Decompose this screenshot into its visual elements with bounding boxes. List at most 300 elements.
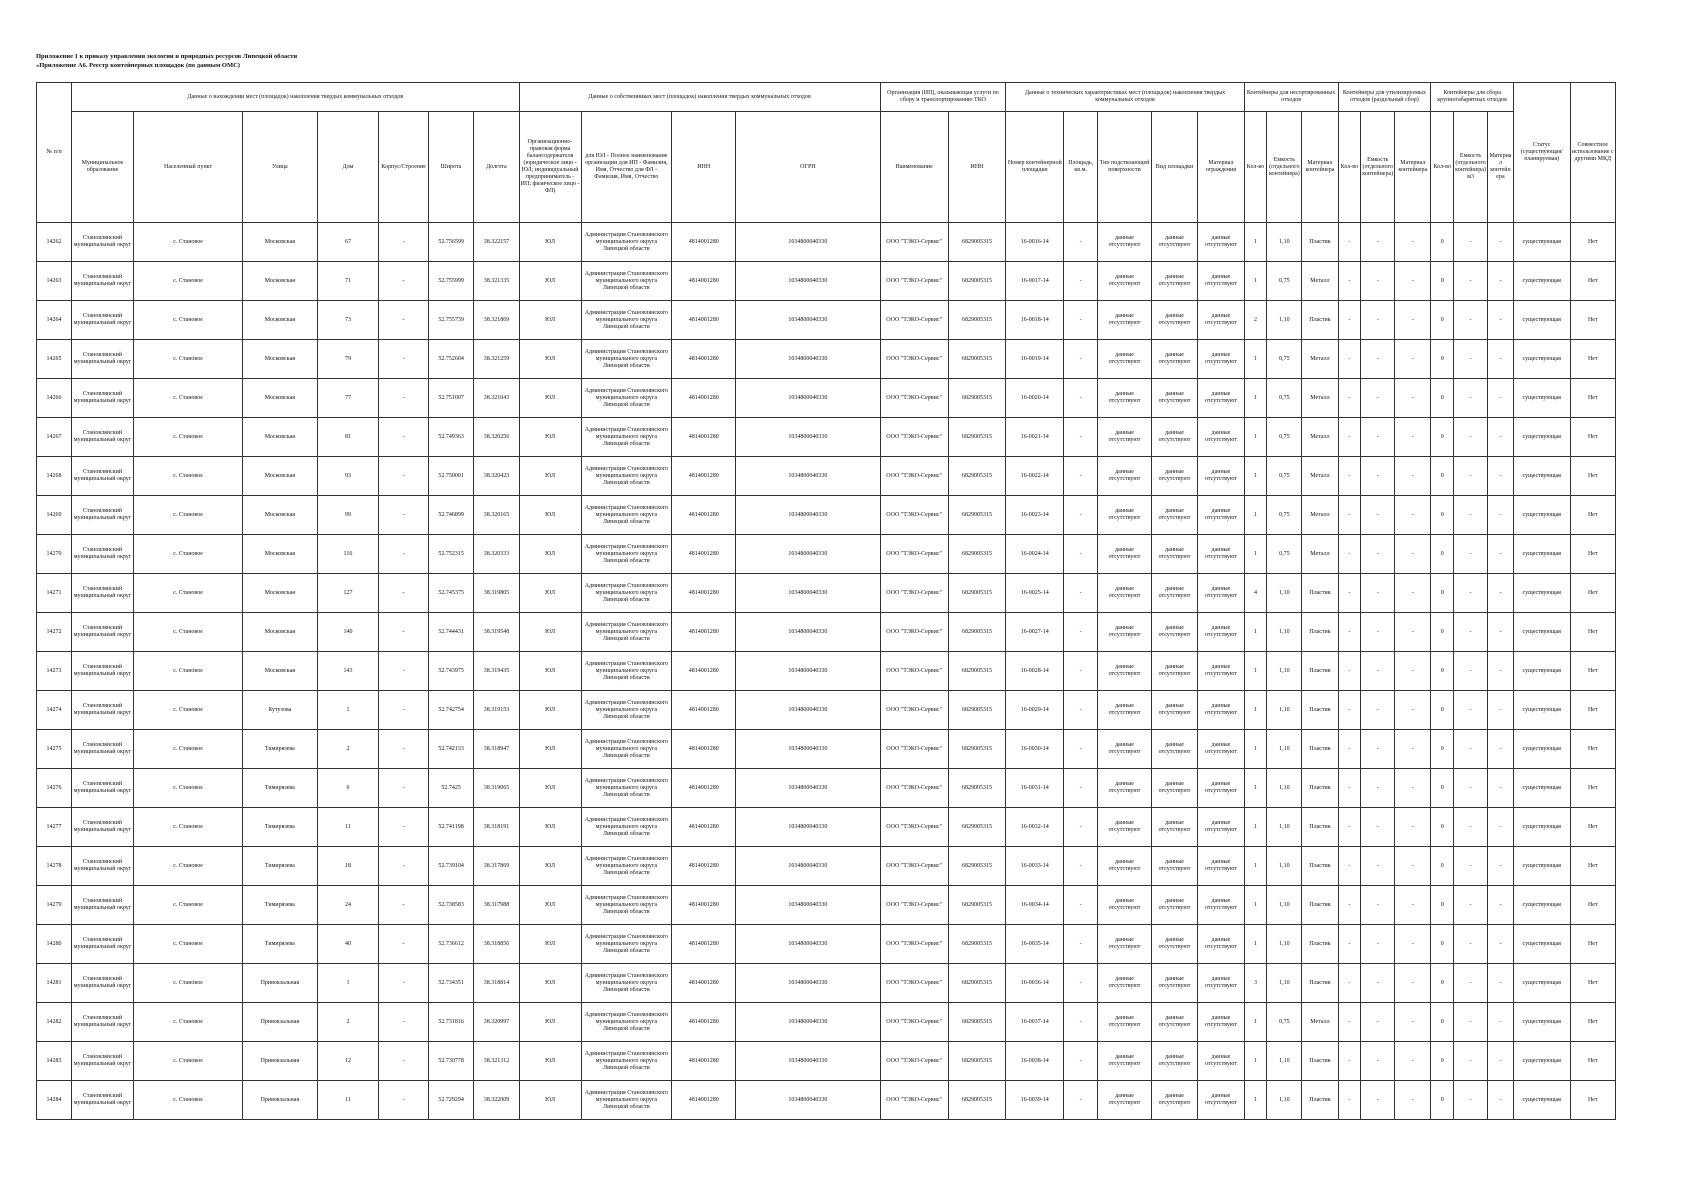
cell-latitude: 52.738583 <box>428 886 473 925</box>
cell-recycling-volume: - <box>1361 925 1395 964</box>
cell-row-number: 14262 <box>37 223 72 262</box>
cell-street: Привокзальная <box>243 964 317 1003</box>
cell-house: 73 <box>317 301 379 340</box>
table-row <box>37 1003 1616 1042</box>
cell-house: 93 <box>317 457 379 496</box>
cell-house: 12 <box>317 1042 379 1081</box>
cell-org-name: ООО "ТЭКО-Сервис" <box>880 535 948 574</box>
table-row <box>37 1081 1616 1120</box>
cell-owner-ogrn: 1034800040330 <box>736 1081 880 1120</box>
cell-building: - <box>379 1042 429 1081</box>
col-org-inn: ИНН <box>948 112 1006 223</box>
cell-surface: данные отсутствуют <box>1098 418 1152 457</box>
cell-recycling-qty: - <box>1338 535 1361 574</box>
cell-house: 1 <box>317 964 379 1003</box>
cell-owner-name: Администрация Становлянского муниципального округа Липецкой области <box>581 496 672 535</box>
table-row <box>37 691 1616 730</box>
cell-building: - <box>379 613 429 652</box>
cell-surface: данные отсутствуют <box>1098 340 1152 379</box>
cell-bulky-material: - <box>1488 496 1514 535</box>
cell-fence: данные отсутствуют <box>1198 808 1244 847</box>
cell-building: - <box>379 457 429 496</box>
cell-fence: данные отсутствуют <box>1198 691 1244 730</box>
cell-owner-inn: 4814001280 <box>672 496 736 535</box>
cell-org-inn: 6829005315 <box>948 574 1006 613</box>
cell-latitude: 52.746899 <box>428 496 473 535</box>
cell-recycling-volume: - <box>1361 340 1395 379</box>
cell-bulky-volume: - <box>1454 535 1488 574</box>
cell-org-name: ООО "ТЭКО-Сервис" <box>880 574 948 613</box>
cell-longitude: 38.320165 <box>474 496 519 535</box>
cell-recycling-material: - <box>1395 379 1431 418</box>
cell-site-number: 16-0030-14 <box>1006 730 1064 769</box>
cell-recycling-qty: - <box>1338 262 1361 301</box>
cell-surface: данные отсутствуют <box>1098 535 1152 574</box>
cell-owner-ogrn: 1034800040330 <box>736 613 880 652</box>
cell-unsorted-volume: 1,10 <box>1267 886 1302 925</box>
cell-site-number: 16-0036-14 <box>1006 964 1064 1003</box>
cell-surface: данные отсутствуют <box>1098 301 1152 340</box>
cell-owner-ogrn: 1034800040330 <box>736 262 880 301</box>
cell-owner-ogrn: 1034800040330 <box>736 1042 880 1081</box>
cell-site-type: данные отсутствуют <box>1151 379 1197 418</box>
cell-surface: данные отсутствуют <box>1098 808 1152 847</box>
cell-bulky-qty: 0 <box>1431 964 1454 1003</box>
cell-site-type: данные отсутствуют <box>1151 496 1197 535</box>
cell-row-number: 14281 <box>37 964 72 1003</box>
cell-latitude: 52.743975 <box>428 652 473 691</box>
cell-owner-ogrn: 1034800040330 <box>736 886 880 925</box>
cell-owner-inn: 4814001280 <box>672 769 736 808</box>
cell-recycling-volume: - <box>1361 1003 1395 1042</box>
cell-owner-ogrn: 1034800040330 <box>736 457 880 496</box>
cell-area: - <box>1064 574 1098 613</box>
cell-latitude: 52.742754 <box>428 691 473 730</box>
cell-recycling-qty: - <box>1338 379 1361 418</box>
cell-recycling-material: - <box>1395 301 1431 340</box>
cell-unsorted-material: Пластик <box>1302 691 1338 730</box>
cell-latitude: 52.7425 <box>428 769 473 808</box>
cell-owner-inn: 4814001280 <box>672 964 736 1003</box>
cell-org-inn: 6829005315 <box>948 457 1006 496</box>
cell-org-inn: 6829005315 <box>948 418 1006 457</box>
cell-recycling-qty: - <box>1338 652 1361 691</box>
cell-org-name: ООО "ТЭКО-Сервис" <box>880 496 948 535</box>
cell-site-number: 16-0016-14 <box>1006 223 1064 262</box>
cell-area: - <box>1064 1003 1098 1042</box>
cell-street: Привокзальная <box>243 1042 317 1081</box>
cell-building: - <box>379 964 429 1003</box>
cell-row-number: 14280 <box>37 925 72 964</box>
col-status: Статус (существующая/ планируемая) <box>1513 83 1570 223</box>
cell-legal-form: ЮЛ <box>519 574 581 613</box>
cell-owner-inn: 4814001280 <box>672 1042 736 1081</box>
cell-bulky-material: - <box>1488 340 1514 379</box>
cell-status: существующая <box>1513 730 1570 769</box>
cell-municipality: Становлянский муниципальный округ <box>72 925 134 964</box>
col-bulky-material: Материал контейнера <box>1488 112 1514 223</box>
cell-site-type: данные отсутствуют <box>1151 340 1197 379</box>
cell-surface: данные отсутствуют <box>1098 1081 1152 1120</box>
cell-site-number: 16-0028-14 <box>1006 652 1064 691</box>
cell-unsorted-qty: 1 <box>1244 847 1267 886</box>
cell-org-inn: 6829005315 <box>948 1081 1006 1120</box>
cell-recycling-volume: - <box>1361 808 1395 847</box>
cell-municipality: Становлянский муниципальный округ <box>72 379 134 418</box>
table-row <box>37 379 1616 418</box>
table-row <box>37 964 1616 1003</box>
cell-latitude: 52.756599 <box>428 223 473 262</box>
cell-shared: Нет <box>1570 535 1615 574</box>
cell-bulky-volume: - <box>1454 730 1488 769</box>
cell-owner-inn: 4814001280 <box>672 613 736 652</box>
cell-recycling-material: - <box>1395 847 1431 886</box>
cell-org-name: ООО "ТЭКО-Сервис" <box>880 730 948 769</box>
cell-owner-ogrn: 1034800040330 <box>736 808 880 847</box>
cell-fence: данные отсутствуют <box>1198 457 1244 496</box>
cell-street: Тимирязева <box>243 730 317 769</box>
cell-org-name: ООО "ТЭКО-Сервис" <box>880 340 948 379</box>
cell-unsorted-qty: 1 <box>1244 886 1267 925</box>
cell-settlement: с. Становое <box>133 886 242 925</box>
cell-settlement: с. Становое <box>133 1081 242 1120</box>
cell-owner-ogrn: 1034800040330 <box>736 223 880 262</box>
cell-owner-ogrn: 1034800040330 <box>736 1003 880 1042</box>
cell-recycling-qty: - <box>1338 301 1361 340</box>
cell-bulky-qty: 0 <box>1431 379 1454 418</box>
cell-site-number: 16-0035-14 <box>1006 925 1064 964</box>
cell-house: 71 <box>317 262 379 301</box>
cell-fence: данные отсутствуют <box>1198 301 1244 340</box>
col-recycling-material: Материал контейнера <box>1395 112 1431 223</box>
cell-org-name: ООО "ТЭКО-Сервис" <box>880 418 948 457</box>
col-longitude: Долгота <box>474 112 519 223</box>
cell-site-type: данные отсутствуют <box>1151 886 1197 925</box>
cell-house: 67 <box>317 223 379 262</box>
cell-recycling-material: - <box>1395 340 1431 379</box>
cell-unsorted-qty: 1 <box>1244 652 1267 691</box>
cell-org-inn: 6829005315 <box>948 223 1006 262</box>
cell-owner-ogrn: 1034800040330 <box>736 652 880 691</box>
cell-area: - <box>1064 925 1098 964</box>
table-body <box>37 223 1616 1120</box>
cell-recycling-volume: - <box>1361 730 1395 769</box>
cell-legal-form: ЮЛ <box>519 262 581 301</box>
cell-org-inn: 6829005315 <box>948 535 1006 574</box>
cell-status: существующая <box>1513 613 1570 652</box>
cell-org-name: ООО "ТЭКО-Сервис" <box>880 301 948 340</box>
cell-house: 140 <box>317 613 379 652</box>
cell-settlement: с. Становое <box>133 535 242 574</box>
cell-unsorted-material: Металл <box>1302 262 1338 301</box>
cell-recycling-material: - <box>1395 1003 1431 1042</box>
cell-fence: данные отсутствуют <box>1198 925 1244 964</box>
cell-shared: Нет <box>1570 847 1615 886</box>
cell-shared: Нет <box>1570 613 1615 652</box>
cell-site-number: 16-0025-14 <box>1006 574 1064 613</box>
cell-bulky-material: - <box>1488 262 1514 301</box>
cell-surface: данные отсутствуют <box>1098 1003 1152 1042</box>
cell-site-type: данные отсутствуют <box>1151 418 1197 457</box>
cell-street: Кутузова <box>243 691 317 730</box>
cell-building: - <box>379 808 429 847</box>
cell-recycling-material: - <box>1395 691 1431 730</box>
cell-house: 18 <box>317 847 379 886</box>
cell-unsorted-qty: 1 <box>1244 340 1267 379</box>
cell-legal-form: ЮЛ <box>519 925 581 964</box>
cell-org-name: ООО "ТЭКО-Сервис" <box>880 613 948 652</box>
cell-latitude: 52.749363 <box>428 418 473 457</box>
cell-owner-name: Администрация Становлянского муниципального округа Липецкой области <box>581 847 672 886</box>
cell-owner-ogrn: 1034800040330 <box>736 925 880 964</box>
cell-fence: данные отсутствуют <box>1198 964 1244 1003</box>
cell-org-name: ООО "ТЭКО-Сервис" <box>880 964 948 1003</box>
cell-settlement: с. Становое <box>133 223 242 262</box>
cell-org-name: ООО "ТЭКО-Сервис" <box>880 691 948 730</box>
cell-surface: данные отсутствуют <box>1098 691 1152 730</box>
cell-status: существующая <box>1513 301 1570 340</box>
cell-org-inn: 6829005315 <box>948 379 1006 418</box>
cell-bulky-volume: - <box>1454 847 1488 886</box>
cell-owner-name: Администрация Становлянского муниципального округа Липецкой области <box>581 1042 672 1081</box>
cell-recycling-material: - <box>1395 769 1431 808</box>
cell-settlement: с. Становое <box>133 1042 242 1081</box>
cell-owner-inn: 4814001280 <box>672 301 736 340</box>
cell-bulky-qty: 0 <box>1431 1042 1454 1081</box>
cell-unsorted-material: Металл <box>1302 535 1338 574</box>
cell-recycling-qty: - <box>1338 730 1361 769</box>
cell-owner-name: Администрация Становлянского муниципального округа Липецкой области <box>581 730 672 769</box>
cell-street: Московская <box>243 457 317 496</box>
cell-unsorted-qty: 1 <box>1244 613 1267 652</box>
col-org-name: Наименование <box>880 112 948 223</box>
cell-legal-form: ЮЛ <box>519 730 581 769</box>
cell-status: существующая <box>1513 457 1570 496</box>
cell-bulky-qty: 0 <box>1431 574 1454 613</box>
col-area: Площадь, кв.м. <box>1064 112 1098 223</box>
cell-row-number: 14277 <box>37 808 72 847</box>
cell-row-number: 14267 <box>37 418 72 457</box>
cell-surface: данные отсутствуют <box>1098 574 1152 613</box>
cell-house: 40 <box>317 925 379 964</box>
cell-unsorted-material: Металл <box>1302 496 1338 535</box>
cell-site-number: 16-0024-14 <box>1006 535 1064 574</box>
col-unsorted-volume: Емкость (отдельного контейнера) <box>1267 112 1302 223</box>
cell-legal-form: ЮЛ <box>519 652 581 691</box>
cell-bulky-material: - <box>1488 886 1514 925</box>
cell-area: - <box>1064 847 1098 886</box>
cell-row-number: 14273 <box>37 652 72 691</box>
cell-org-name: ООО "ТЭКО-Сервис" <box>880 262 948 301</box>
cell-unsorted-qty: 1 <box>1244 808 1267 847</box>
cell-site-number: 16-0039-14 <box>1006 1081 1064 1120</box>
cell-owner-name: Администрация Становлянского муниципального округа Липецкой области <box>581 262 672 301</box>
cell-fence: данные отсутствуют <box>1198 223 1244 262</box>
cell-surface: данные отсутствуют <box>1098 223 1152 262</box>
cell-unsorted-material: Пластик <box>1302 925 1338 964</box>
cell-municipality: Становлянский муниципальный округ <box>72 223 134 262</box>
cell-recycling-material: - <box>1395 652 1431 691</box>
col-bulky-volume: Емкость (отдельного контейнера) м3 <box>1454 112 1488 223</box>
cell-longitude: 38.319065 <box>474 769 519 808</box>
cell-unsorted-volume: 0,75 <box>1267 1003 1302 1042</box>
cell-recycling-qty: - <box>1338 1042 1361 1081</box>
cell-building: - <box>379 1081 429 1120</box>
cell-unsorted-volume: 0,75 <box>1267 535 1302 574</box>
cell-building: - <box>379 730 429 769</box>
cell-settlement: с. Становое <box>133 691 242 730</box>
cell-legal-form: ЮЛ <box>519 1003 581 1042</box>
cell-owner-name: Администрация Становлянского муниципального округа Липецкой области <box>581 691 672 730</box>
cell-bulky-material: - <box>1488 301 1514 340</box>
cell-recycling-qty: - <box>1338 769 1361 808</box>
group-technical: Данные о технических характеристиках мест (площадок) накопления твердых коммунальных отходов <box>1006 83 1244 112</box>
cell-unsorted-material: Металл <box>1302 1003 1338 1042</box>
cell-longitude: 38.321312 <box>474 1042 519 1081</box>
cell-fence: данные отсутствуют <box>1198 1081 1244 1120</box>
cell-recycling-qty: - <box>1338 418 1361 457</box>
cell-bulky-material: - <box>1488 847 1514 886</box>
cell-house: 1 <box>317 691 379 730</box>
cell-area: - <box>1064 808 1098 847</box>
cell-settlement: с. Становое <box>133 379 242 418</box>
cell-row-number: 14283 <box>37 1042 72 1081</box>
cell-org-name: ООО "ТЭКО-Сервис" <box>880 1042 948 1081</box>
cell-recycling-qty: - <box>1338 613 1361 652</box>
cell-shared: Нет <box>1570 262 1615 301</box>
cell-street: Московская <box>243 535 317 574</box>
cell-latitude: 52.731816 <box>428 1003 473 1042</box>
cell-shared: Нет <box>1570 574 1615 613</box>
cell-recycling-qty: - <box>1338 574 1361 613</box>
cell-unsorted-volume: 0,75 <box>1267 262 1302 301</box>
cell-building: - <box>379 886 429 925</box>
cell-unsorted-qty: 1 <box>1244 1081 1267 1120</box>
cell-row-number: 14269 <box>37 496 72 535</box>
cell-unsorted-volume: 1,10 <box>1267 1042 1302 1081</box>
cell-recycling-qty: - <box>1338 847 1361 886</box>
cell-house: 2 <box>317 1003 379 1042</box>
table-row <box>37 301 1616 340</box>
cell-fence: данные отсутствуют <box>1198 496 1244 535</box>
cell-fence: данные отсутствуют <box>1198 1003 1244 1042</box>
cell-recycling-material: - <box>1395 808 1431 847</box>
cell-building: - <box>379 340 429 379</box>
cell-row-number: 14265 <box>37 340 72 379</box>
cell-owner-inn: 4814001280 <box>672 262 736 301</box>
cell-municipality: Становлянский муниципальный округ <box>72 340 134 379</box>
cell-municipality: Становлянский муниципальный округ <box>72 886 134 925</box>
group-location: Данные о нахождении мест (площадок) накопления твердых коммунальных отходов <box>72 83 520 112</box>
cell-municipality: Становлянский муниципальный округ <box>72 1081 134 1120</box>
group-organization: Организация (ИП), оказывающая услуги по сбору и транспортированию ТКО <box>880 83 1006 112</box>
cell-owner-inn: 4814001280 <box>672 808 736 847</box>
cell-bulky-qty: 0 <box>1431 340 1454 379</box>
cell-owner-ogrn: 1034800040330 <box>736 574 880 613</box>
cell-bulky-volume: - <box>1454 262 1488 301</box>
cell-street: Московская <box>243 301 317 340</box>
cell-fence: данные отсутствуют <box>1198 574 1244 613</box>
cell-unsorted-volume: 0,75 <box>1267 418 1302 457</box>
cell-recycling-volume: - <box>1361 1042 1395 1081</box>
cell-recycling-volume: - <box>1361 613 1395 652</box>
cell-bulky-volume: - <box>1454 574 1488 613</box>
cell-municipality: Становлянский муниципальный округ <box>72 691 134 730</box>
cell-site-number: 16-0038-14 <box>1006 1042 1064 1081</box>
cell-street: Московская <box>243 340 317 379</box>
cell-org-inn: 6829005315 <box>948 496 1006 535</box>
cell-fence: данные отсутствуют <box>1198 886 1244 925</box>
cell-site-number: 16-0034-14 <box>1006 886 1064 925</box>
cell-bulky-material: - <box>1488 574 1514 613</box>
cell-area: - <box>1064 496 1098 535</box>
cell-house: 81 <box>317 418 379 457</box>
cell-status: существующая <box>1513 574 1570 613</box>
cell-legal-form: ЮЛ <box>519 964 581 1003</box>
cell-recycling-qty: - <box>1338 340 1361 379</box>
cell-recycling-material: - <box>1395 1042 1431 1081</box>
cell-building: - <box>379 301 429 340</box>
cell-area: - <box>1064 301 1098 340</box>
cell-bulky-qty: 0 <box>1431 652 1454 691</box>
cell-bulky-volume: - <box>1454 964 1488 1003</box>
cell-building: - <box>379 379 429 418</box>
cell-bulky-qty: 0 <box>1431 808 1454 847</box>
cell-recycling-volume: - <box>1361 301 1395 340</box>
cell-latitude: 52.730778 <box>428 1042 473 1081</box>
cell-site-type: данные отсутствуют <box>1151 262 1197 301</box>
cell-status: существующая <box>1513 496 1570 535</box>
cell-unsorted-volume: 1,10 <box>1267 301 1302 340</box>
cell-owner-inn: 4814001280 <box>672 340 736 379</box>
cell-legal-form: ЮЛ <box>519 379 581 418</box>
cell-area: - <box>1064 535 1098 574</box>
cell-bulky-volume: - <box>1454 1042 1488 1081</box>
cell-unsorted-qty: 1 <box>1244 535 1267 574</box>
cell-status: существующая <box>1513 223 1570 262</box>
cell-house: 79 <box>317 340 379 379</box>
cell-org-inn: 6829005315 <box>948 730 1006 769</box>
table-row <box>37 925 1616 964</box>
cell-bulky-qty: 0 <box>1431 847 1454 886</box>
cell-bulky-volume: - <box>1454 301 1488 340</box>
cell-owner-name: Администрация Становлянского муниципального округа Липецкой области <box>581 886 672 925</box>
cell-bulky-volume: - <box>1454 457 1488 496</box>
cell-status: существующая <box>1513 535 1570 574</box>
cell-street: Московская <box>243 613 317 652</box>
cell-unsorted-material: Пластик <box>1302 730 1338 769</box>
cell-surface: данные отсутствуют <box>1098 925 1152 964</box>
cell-shared: Нет <box>1570 691 1615 730</box>
cell-bulky-volume: - <box>1454 925 1488 964</box>
cell-unsorted-volume: 0,75 <box>1267 496 1302 535</box>
cell-owner-inn: 4814001280 <box>672 1003 736 1042</box>
cell-street: Московская <box>243 418 317 457</box>
cell-status: существующая <box>1513 1003 1570 1042</box>
cell-area: - <box>1064 262 1098 301</box>
cell-recycling-material: - <box>1395 886 1431 925</box>
cell-recycling-qty: - <box>1338 925 1361 964</box>
cell-longitude: 38.322009 <box>474 1081 519 1120</box>
table-row <box>37 496 1616 535</box>
cell-recycling-material: - <box>1395 496 1431 535</box>
cell-site-number: 16-0021-14 <box>1006 418 1064 457</box>
cell-site-type: данные отсутствуют <box>1151 1081 1197 1120</box>
cell-house: 77 <box>317 379 379 418</box>
cell-bulky-volume: - <box>1454 613 1488 652</box>
table-row <box>37 457 1616 496</box>
cell-settlement: с. Становое <box>133 418 242 457</box>
